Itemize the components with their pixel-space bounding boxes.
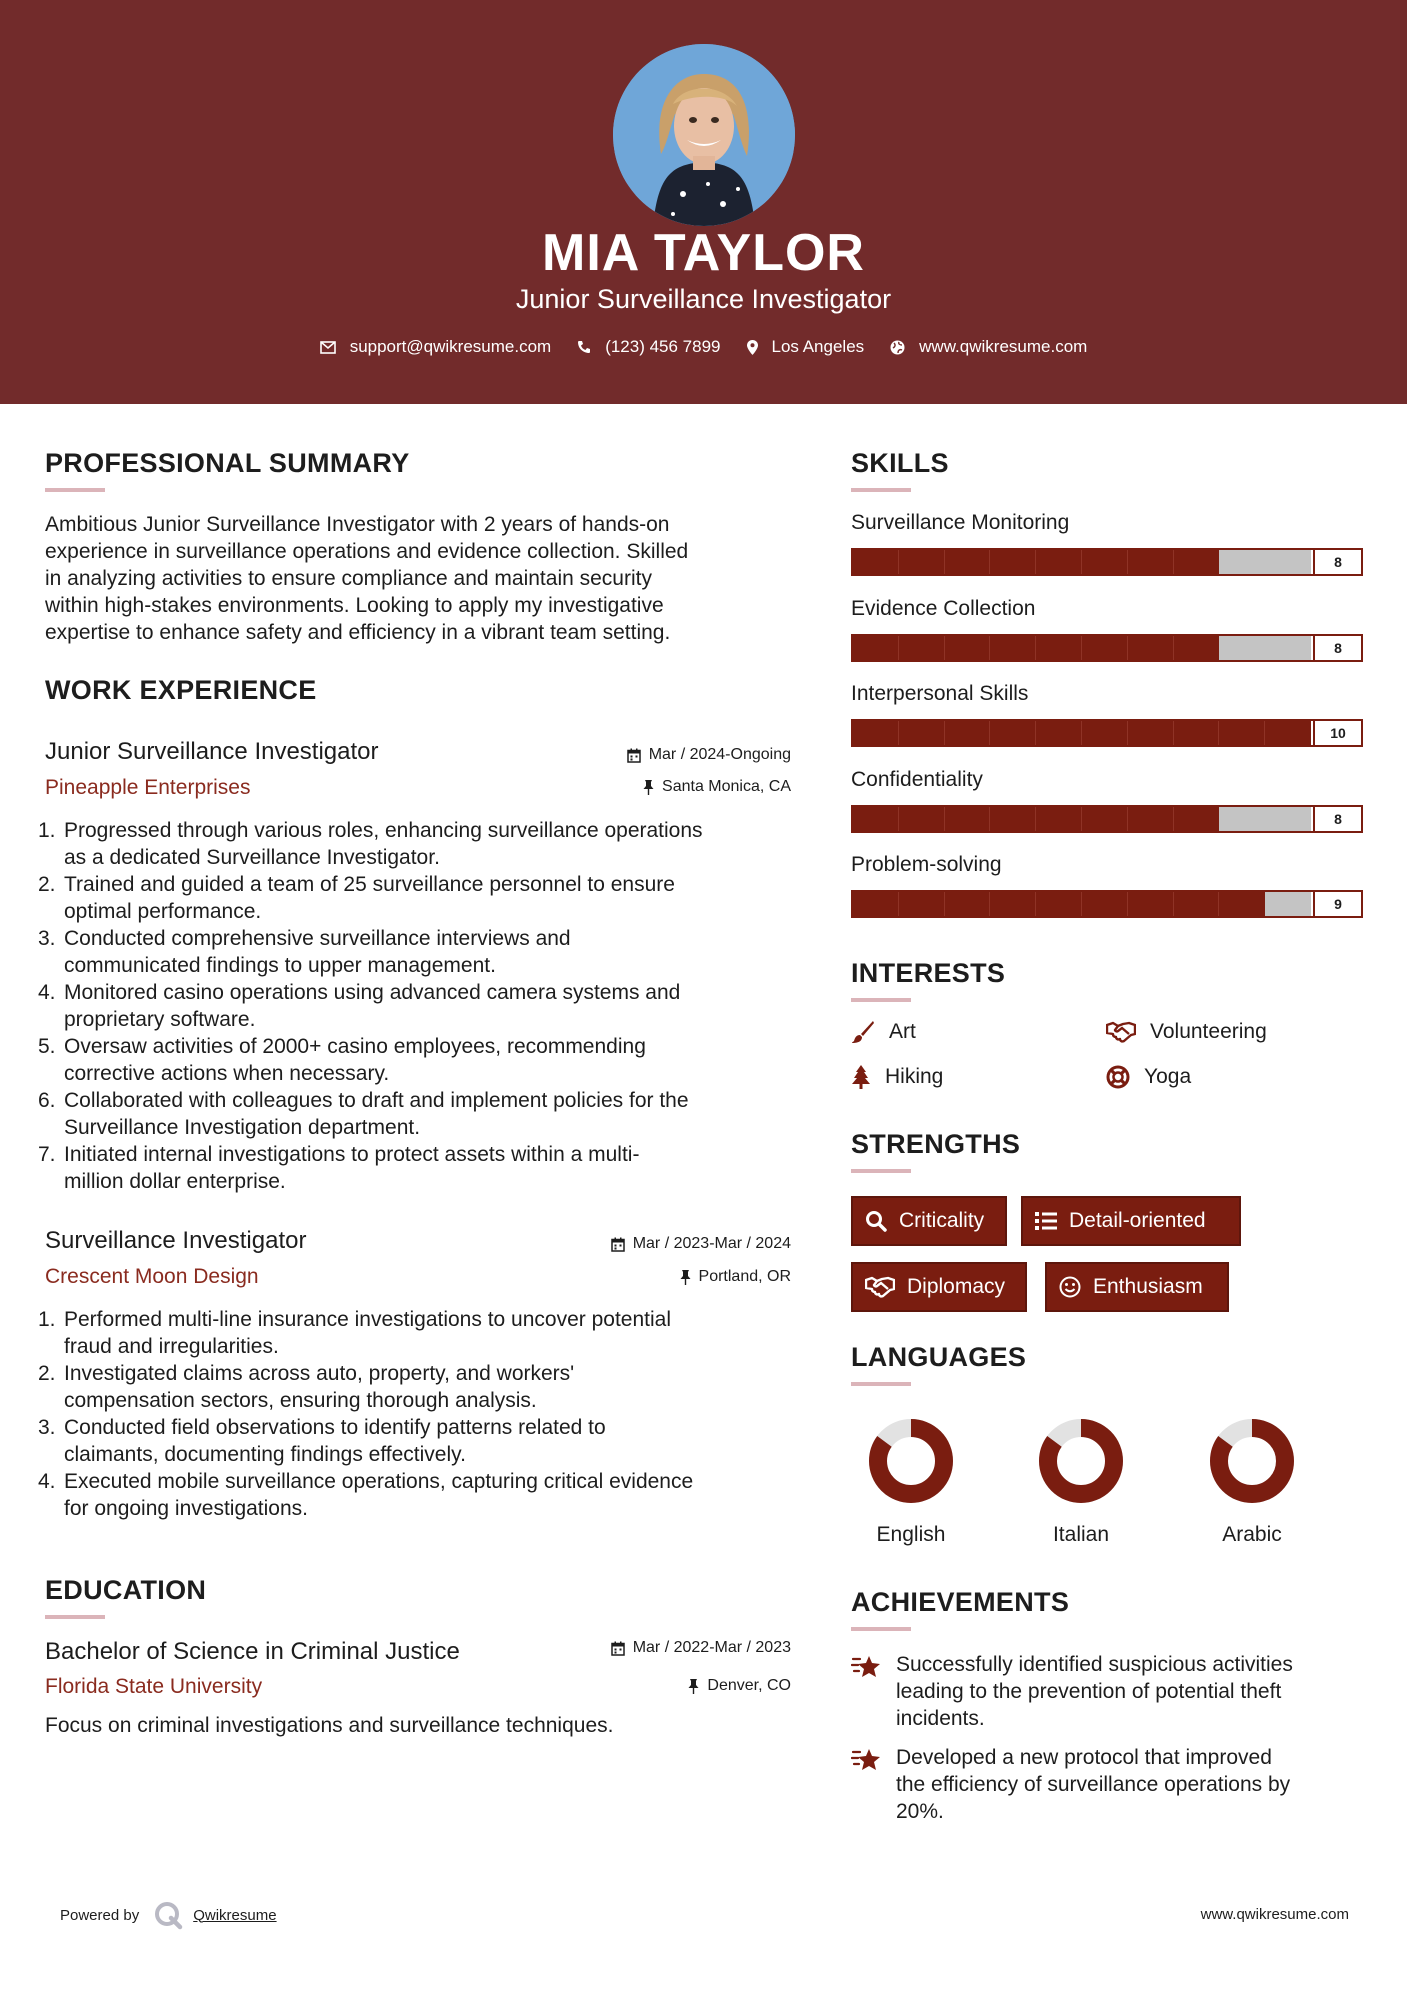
bullet-line: communicated findings to upper management.: [64, 954, 496, 977]
smile-icon: [1059, 1276, 1081, 1298]
list-item: [38, 1033, 808, 1087]
skill-segment-filled: [1219, 721, 1265, 745]
bullet-line: compensation sectors, ensuring thorough analysis.: [64, 1389, 537, 1412]
languages-heading: LANGUAGES: [851, 1342, 1027, 1372]
map-pin-icon: [747, 340, 758, 355]
bullet-line: Monitored casino operations using advanced camera systems and: [64, 981, 681, 1004]
phone-icon: [577, 340, 591, 354]
achievement-line: Successfully identified suspicious activities: [896, 1653, 1293, 1676]
skill-name: Problem-solving: [851, 853, 1002, 876]
bullet-line: Surveillance Investigation department.: [64, 1116, 421, 1139]
skill-segment-filled: [990, 550, 1036, 574]
skill-segment-empty: [1219, 636, 1265, 660]
interest-item-art: [851, 1020, 916, 1044]
list-item: [38, 925, 808, 979]
skill-segment-filled: [990, 636, 1036, 660]
language-label: Arabic: [1222, 1523, 1282, 1546]
language-label: Italian: [1052, 1523, 1110, 1546]
pushpin-icon: [643, 780, 654, 795]
skill-level-value: 8: [1313, 807, 1361, 831]
language-donut: [1031, 1411, 1131, 1511]
skill-segment-filled: [1082, 892, 1128, 916]
skill-segment-filled: [853, 892, 899, 916]
interests-rule: [851, 998, 911, 1002]
contact-email[interactable]: [320, 337, 552, 357]
summary-line: Ambitious Junior Surveillance Investigator with 2 years of hands-on: [45, 513, 670, 536]
skill-segment-filled: [1082, 807, 1128, 831]
summary-line: in analyzing activities to ensure compliance and maintain security: [45, 567, 652, 590]
skill-segment-filled: [853, 721, 899, 745]
skill-segment-empty: [1265, 807, 1311, 831]
paintbrush-icon: [851, 1020, 875, 1044]
bullet-line: optimal performance.: [64, 900, 262, 923]
skill-segment-filled: [990, 721, 1036, 745]
bullet-line: as a dedicated Surveillance Investigator.: [64, 846, 440, 869]
skill-segment-filled: [899, 807, 945, 831]
school-name: Florida State University: [45, 1675, 263, 1698]
skill-segment-filled: [1082, 550, 1128, 574]
qwikresume-link[interactable]: Qwikresume: [193, 1906, 277, 1924]
skill-bar: [851, 634, 1363, 662]
skill-segment-filled: [1036, 636, 1082, 660]
languages-rule: [851, 1382, 911, 1386]
search-icon: [865, 1210, 887, 1232]
bullet-line: claimants, documenting findings effectively.: [64, 1443, 466, 1466]
experience-heading: WORK EXPERIENCE: [45, 675, 317, 705]
strength-label: Enthusiasm: [1093, 1275, 1203, 1298]
skill-segment-filled: [1082, 636, 1128, 660]
bullet-number: 3.: [38, 927, 56, 950]
contact-bar: [0, 337, 1407, 357]
job-dates-text: Mar / 2024-Ongoing: [648, 746, 791, 763]
skill-segment-filled: [1265, 721, 1311, 745]
skill-segment-filled: [1036, 721, 1082, 745]
achievement-item: [896, 1744, 1366, 1825]
list-item: [38, 1468, 808, 1522]
education-location-text: Denver, CO: [707, 1677, 791, 1694]
skills-rule: [851, 488, 911, 492]
achievement-line: leading to the prevention of potential theft: [896, 1680, 1282, 1703]
skill-bar: [851, 548, 1363, 576]
interest-item-volunteering: [1106, 1020, 1267, 1044]
strength-label: Criticality: [899, 1209, 985, 1232]
strengths-rule: [851, 1169, 911, 1173]
achievements-heading: ACHIEVEMENTS: [851, 1587, 1070, 1617]
achievement-line: the efficiency of surveillance operations by: [896, 1773, 1291, 1796]
interests-heading: INTERESTS: [851, 958, 1006, 988]
skill-segment-filled: [1174, 721, 1220, 745]
job-dates: [500, 746, 791, 764]
skill-segment-filled: [899, 721, 945, 745]
education-location: [500, 1677, 791, 1695]
bullet-line: Conducted comprehensive surveillance interviews and: [64, 927, 571, 950]
pushpin-icon: [688, 1679, 699, 1694]
language-label: English: [876, 1523, 946, 1546]
interest-label: Volunteering: [1150, 1020, 1267, 1043]
footer-website[interactable]: www.qwikresume.com: [1200, 1906, 1349, 1923]
education-heading: EDUCATION: [45, 1575, 207, 1605]
bullet-number: 4.: [38, 981, 56, 1004]
interest-label: Hiking: [885, 1065, 944, 1088]
skill-segment-filled: [990, 892, 1036, 916]
skill-segment-filled: [853, 807, 899, 831]
skill-segment-filled: [945, 550, 991, 574]
candidate-name: MIA TAYLOR: [542, 224, 865, 282]
skill-segment-filled: [1036, 892, 1082, 916]
contact-website[interactable]: [890, 337, 1087, 357]
skill-level-value: 9: [1313, 892, 1361, 916]
contact-location-text: Los Angeles: [771, 337, 865, 356]
skills-heading: SKILLS: [851, 448, 949, 478]
skill-segment-filled: [853, 550, 899, 574]
skill-segment-filled: [899, 636, 945, 660]
summary-line: expertise to enhance safety and efficiency in a vibrant team setting.: [45, 621, 671, 644]
interest-label: Yoga: [1144, 1065, 1192, 1088]
skill-bar: [851, 719, 1363, 747]
skill-bar: [851, 890, 1363, 918]
skill-segment-filled: [1128, 892, 1174, 916]
qwikresume-logo-icon: [153, 1900, 183, 1930]
strength-badge-detail-oriented: [1021, 1196, 1241, 1246]
calendar-icon: [611, 1237, 625, 1252]
job-location-text: Portland, OR: [698, 1268, 791, 1285]
globe-icon: [890, 340, 905, 355]
skill-name: Evidence Collection: [851, 596, 1036, 620]
bullet-line: corrective actions when necessary.: [64, 1062, 390, 1085]
handshake-icon: [1106, 1021, 1136, 1043]
list-item: [38, 871, 808, 925]
skill-segment-filled: [1128, 550, 1174, 574]
achievement-line: incidents.: [896, 1707, 985, 1730]
bullet-number: 2.: [38, 873, 56, 896]
skill-bar: [851, 805, 1363, 833]
resume-header: [0, 0, 1407, 404]
skill-segment-filled: [1174, 892, 1220, 916]
bullet-line: million dollar enterprise.: [64, 1170, 286, 1193]
interest-label: Art: [889, 1020, 916, 1043]
job-title: Surveillance Investigator: [45, 1227, 307, 1254]
skill-segment-empty: [1219, 807, 1265, 831]
interest-item-hiking: [851, 1065, 943, 1089]
education-dates: [500, 1639, 791, 1657]
skill-level-value: 8: [1313, 636, 1361, 660]
skill-level-value: 10: [1313, 721, 1361, 745]
language-donut: [861, 1411, 961, 1511]
calendar-icon: [627, 748, 641, 763]
summary-rule: [45, 488, 105, 492]
contact-location: [747, 337, 865, 357]
skill-name: Confidentiality: [851, 767, 983, 791]
lifering-icon: [1106, 1065, 1130, 1089]
skill-segment-filled: [1174, 636, 1220, 660]
job-location: [500, 778, 791, 796]
bullet-number: 6.: [38, 1089, 56, 1112]
bullet-number: 3.: [38, 1416, 56, 1439]
achievement-line: 20%.: [896, 1800, 944, 1823]
job-dates: [500, 1235, 791, 1253]
skill-segment-filled: [853, 636, 899, 660]
contact-email-text: support@qwikresume.com: [349, 337, 552, 356]
company-name: Pineapple Enterprises: [45, 776, 251, 799]
job-bullets: [38, 817, 808, 1195]
bullet-number: 7.: [38, 1143, 56, 1166]
handshake-icon: [865, 1276, 895, 1298]
achievement-item: [896, 1651, 1366, 1732]
skill-segment-filled: [945, 636, 991, 660]
candidate-title: Junior Surveillance Investigator: [515, 284, 892, 314]
skill-segment-filled: [899, 550, 945, 574]
language-donut: [1202, 1411, 1302, 1511]
skill-segment-filled: [990, 807, 1036, 831]
achievement-line: Developed a new protocol that improved: [896, 1746, 1272, 1769]
powered-by-text: Powered by: [60, 1906, 140, 1924]
job-location: [500, 1268, 791, 1286]
skill-segment-filled: [1174, 550, 1220, 574]
skill-name: Interpersonal Skills: [851, 682, 1029, 705]
skill-segment-filled: [1082, 721, 1128, 745]
strength-badge-diplomacy: [851, 1262, 1027, 1312]
contact-website-text: www.qwikresume.com: [919, 337, 1088, 356]
education-dates-text: Mar / 2022-Mar / 2023: [632, 1639, 791, 1656]
bullet-line: Oversaw activities of 2000+ casino employees, recommending: [64, 1035, 646, 1058]
education-rule: [45, 1615, 105, 1619]
strength-badge-enthusiasm: [1045, 1262, 1229, 1312]
skill-segment-empty: [1219, 550, 1265, 574]
footer-powered-by: [60, 1900, 277, 1930]
profile-photo: [613, 44, 795, 226]
skill-segment-filled: [1036, 807, 1082, 831]
bullet-line: Trained and guided a team of 25 surveillance personnel to ensure: [64, 873, 675, 896]
strength-label: Diplomacy: [907, 1275, 1006, 1298]
bullet-line: Executed mobile surveillance operations, capturing critical evidence: [64, 1470, 694, 1493]
company-name: Crescent Moon Design: [45, 1265, 259, 1288]
envelope-icon: [320, 341, 336, 354]
list-item: [38, 1306, 808, 1360]
bullet-line: Performed multi-line insurance investigations to uncover potential: [64, 1308, 671, 1331]
bullet-line: for ongoing investigations.: [64, 1497, 308, 1520]
star-badge-icon: [851, 1653, 883, 1681]
skill-segment-filled: [1128, 636, 1174, 660]
skill-segment-filled: [1128, 807, 1174, 831]
list-item: [38, 817, 808, 871]
job-dates-text: Mar / 2023-Mar / 2024: [632, 1235, 791, 1252]
list-item: [38, 1360, 808, 1414]
calendar-icon: [611, 1641, 625, 1656]
strengths-heading: STRENGTHS: [851, 1129, 1021, 1159]
list-item: [38, 1087, 808, 1141]
skill-segment-filled: [1128, 721, 1174, 745]
job-location-text: Santa Monica, CA: [662, 778, 791, 795]
list-icon: [1035, 1212, 1057, 1230]
list-item: [38, 1414, 808, 1468]
bullet-line: Initiated internal investigations to protect assets within a multi-: [64, 1143, 640, 1166]
achievements-rule: [851, 1627, 911, 1631]
job-bullets: [38, 1306, 808, 1522]
skill-segment-empty: [1265, 550, 1311, 574]
skill-segment-filled: [945, 892, 991, 916]
education-description: Focus on criminal investigations and surveillance techniques.: [45, 1714, 614, 1737]
star-badge-icon: [851, 1746, 883, 1774]
strength-badge-criticality: [851, 1196, 1007, 1246]
summary-line: experience in surveillance operations and evidence collection. Skilled: [45, 540, 689, 563]
tree-icon: [851, 1065, 871, 1089]
bullet-number: 1.: [38, 1308, 56, 1331]
bullet-line: proprietary software.: [64, 1008, 256, 1031]
skill-segment-filled: [945, 807, 991, 831]
skill-segment-filled: [1036, 550, 1082, 574]
interest-item-yoga: [1106, 1065, 1191, 1089]
degree-title: Bachelor of Science in Criminal Justice: [45, 1638, 460, 1665]
skill-segment-empty: [1265, 892, 1311, 916]
contact-phone-text: (123) 456 7899: [605, 337, 721, 356]
summary-heading: PROFESSIONAL SUMMARY: [45, 448, 410, 478]
pushpin-icon: [680, 1270, 691, 1285]
bullet-number: 2.: [38, 1362, 56, 1385]
skill-segment-filled: [1219, 892, 1265, 916]
bullet-number: 1.: [38, 819, 56, 842]
contact-phone[interactable]: [577, 337, 720, 357]
skill-segment-empty: [1265, 636, 1311, 660]
summary-line: within high-stakes environments. Looking to apply my investigative: [45, 594, 664, 617]
skill-level-value: 8: [1313, 550, 1361, 574]
bullet-line: Collaborated with colleagues to draft and implement policies for the: [64, 1089, 689, 1112]
job-title: Junior Surveillance Investigator: [45, 738, 379, 765]
bullet-line: fraud and irregularities.: [64, 1335, 279, 1358]
skill-segment-filled: [945, 721, 991, 745]
skill-segment-filled: [1174, 807, 1220, 831]
bullet-line: Conducted field observations to identify patterns related to: [64, 1416, 606, 1439]
bullet-line: Progressed through various roles, enhancing surveillance operations: [64, 819, 703, 842]
bullet-number: 5.: [38, 1035, 56, 1058]
bullet-line: Investigated claims across auto, property, and workers': [64, 1362, 575, 1385]
list-item: [38, 979, 808, 1033]
summary-text: [45, 511, 805, 646]
skill-name: Surveillance Monitoring: [851, 511, 1070, 534]
list-item: [38, 1141, 808, 1195]
bullet-number: 4.: [38, 1470, 56, 1493]
strength-label: Detail-oriented: [1069, 1209, 1206, 1232]
skill-segment-filled: [899, 892, 945, 916]
